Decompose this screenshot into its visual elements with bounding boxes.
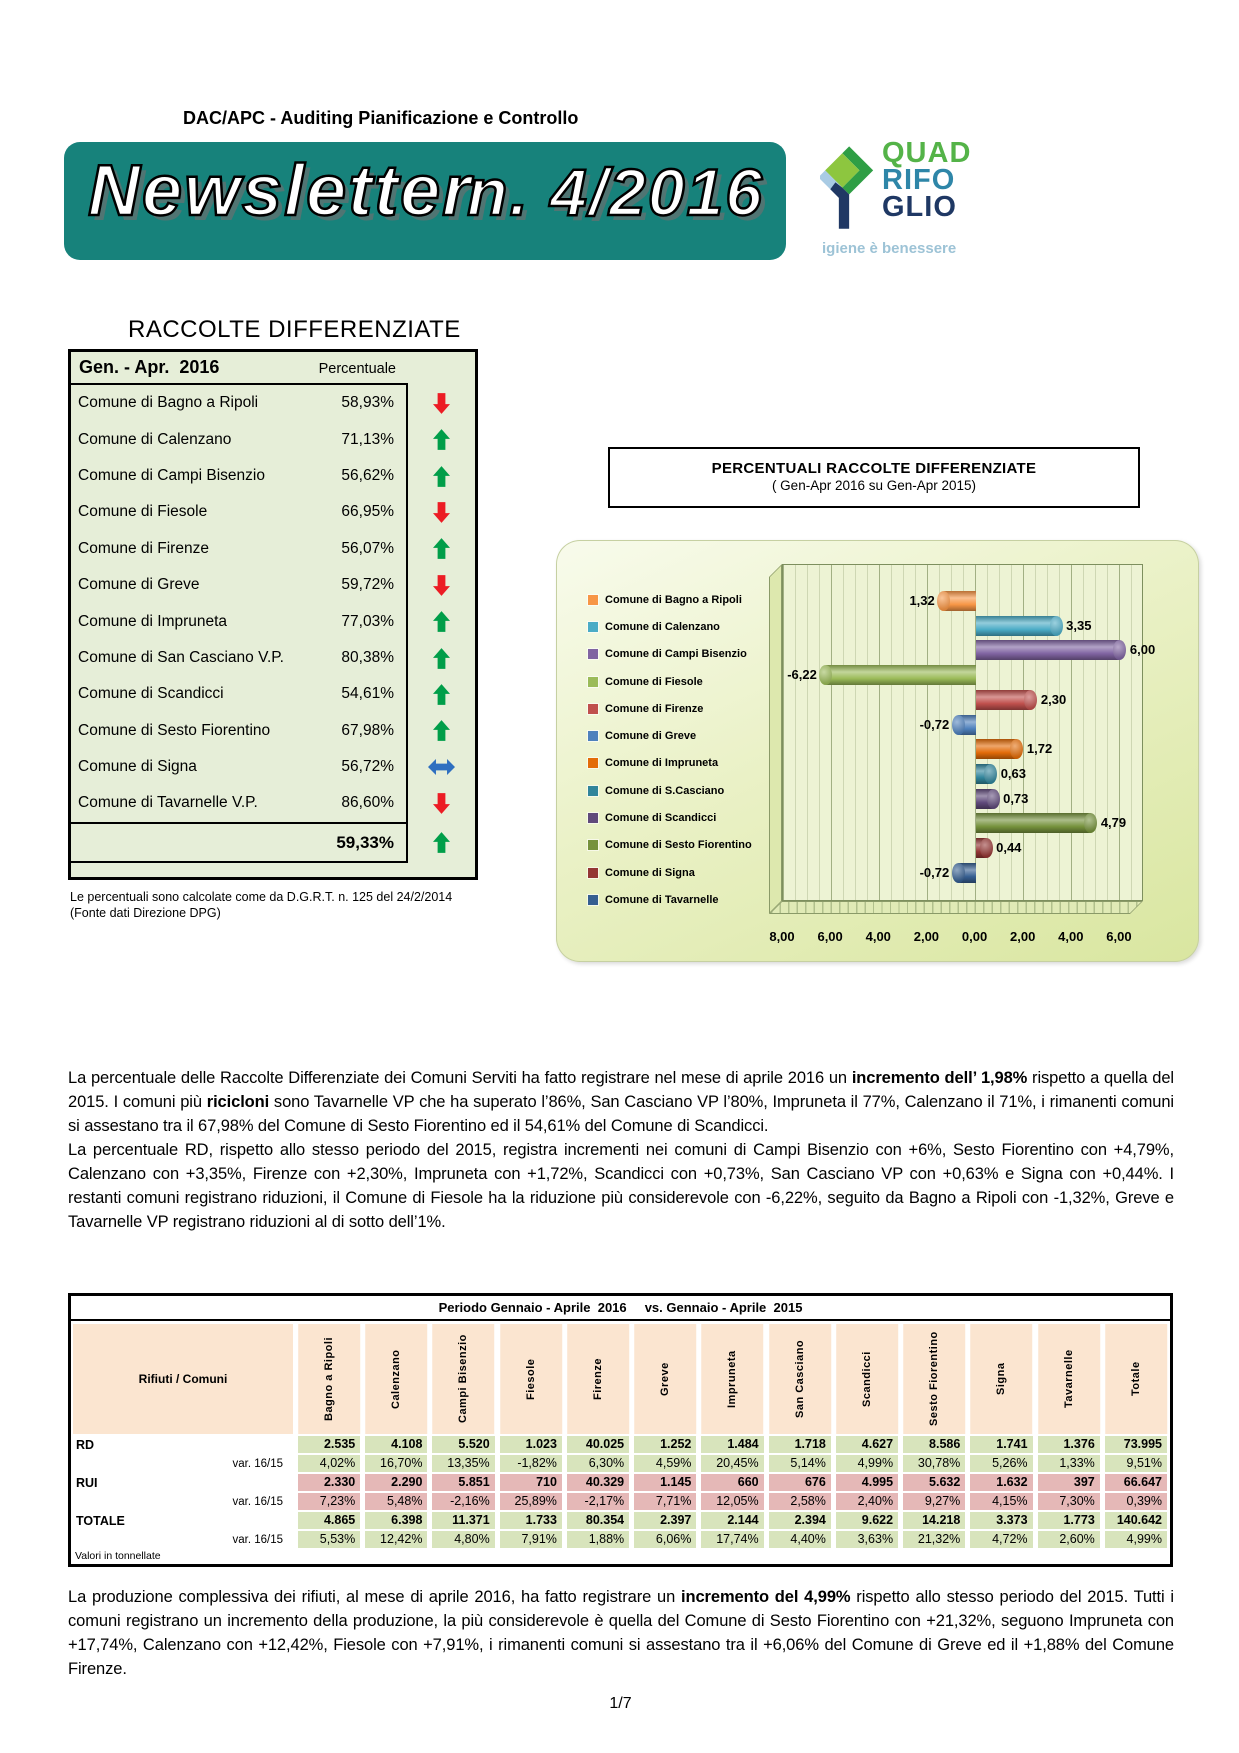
trend-up-icon xyxy=(408,531,475,567)
column-header: Calenzano xyxy=(365,1324,427,1434)
quadrifoglio-logo xyxy=(820,138,1005,263)
var-cell: 3,63% xyxy=(836,1531,898,1548)
trend-up-icon xyxy=(408,822,475,863)
value-cell: 5.851 xyxy=(432,1474,494,1491)
chart-bar-cap xyxy=(952,863,965,883)
chart-bar-cap xyxy=(1050,616,1063,636)
x-axis-tick-label: 8,00 xyxy=(769,929,795,944)
value-cell: 710 xyxy=(500,1474,562,1491)
value-cell: 2.394 xyxy=(769,1512,831,1529)
value-cell: 676 xyxy=(769,1474,831,1491)
commune-percentage: 86,60% xyxy=(341,794,394,812)
x-axis-tick-label: 6,00 xyxy=(1106,929,1132,944)
commune-name: Comune di Signa xyxy=(78,758,197,776)
trend-down-icon xyxy=(408,385,475,421)
column-header: Greve xyxy=(634,1324,696,1434)
commune-percentage: 54,61% xyxy=(341,685,394,703)
var-cell: 4,72% xyxy=(970,1531,1032,1548)
x-axis-tick-label: 6,00 xyxy=(817,929,843,944)
commune-name: Comune di Greve xyxy=(78,576,200,594)
var-cell: 0,39% xyxy=(1105,1493,1167,1510)
rd-table-header xyxy=(71,352,408,385)
chart-bar xyxy=(976,764,991,784)
newsletter-banner xyxy=(64,142,786,260)
rd-table-row xyxy=(71,785,406,821)
rd-table-row xyxy=(71,567,406,603)
bar-value-label: 1,72 xyxy=(1026,741,1053,757)
var-cell: 2,40% xyxy=(836,1493,898,1510)
x-axis-tick-label: 2,00 xyxy=(1010,929,1036,944)
value-cell: 397 xyxy=(1038,1474,1100,1491)
department-title: DAC/APC - Auditing Pianificazione e Controllo xyxy=(183,108,579,128)
rd-table-row xyxy=(71,749,406,785)
value-cell: 40.025 xyxy=(567,1436,629,1453)
chart-bar-cap xyxy=(987,789,1000,809)
value-cell: 2.330 xyxy=(298,1474,360,1491)
rd-table-row xyxy=(71,676,406,712)
column-header: Firenze xyxy=(567,1324,629,1434)
commune-name: Comune di Tavarnelle V.P. xyxy=(78,794,258,812)
legend-item xyxy=(588,777,752,804)
x-axis-tick-label: 0,00 xyxy=(961,929,988,944)
value-cell: 140.642 xyxy=(1105,1512,1167,1529)
legend-label: Comune di S.Casciano xyxy=(605,784,725,797)
section-title-raccolte: RACCOLTE DIFFERENZIATE xyxy=(128,316,461,343)
production-table-title: Periodo Gennaio - Aprile 2016 vs. Gennaio - Aprile 2015 xyxy=(71,1296,1170,1321)
chart-bar xyxy=(958,863,975,883)
chart-bar-cap xyxy=(937,591,950,611)
commune-name: Comune di Calenzano xyxy=(78,430,232,448)
var-cell: 2,60% xyxy=(1038,1531,1100,1548)
chart-bar-cap xyxy=(1010,739,1023,759)
logo-line-2: RIFO xyxy=(882,164,956,196)
x-axis-tick-label: 4,00 xyxy=(1058,929,1084,944)
logo-line-1: QUAD xyxy=(882,137,972,169)
var-cell: 4,99% xyxy=(836,1455,898,1472)
footnote-line-2: (Fonte dati Direzione DPG) xyxy=(70,906,221,920)
value-cell: 2.290 xyxy=(365,1474,427,1491)
legend-item xyxy=(588,804,752,831)
legend-item xyxy=(588,832,752,859)
trend-down-icon xyxy=(408,786,475,822)
chart-bar xyxy=(976,640,1120,660)
var-cell: 17,74% xyxy=(701,1531,763,1548)
legend-swatch-icon xyxy=(588,622,598,632)
trend-up-icon xyxy=(408,676,475,712)
rd-table-row xyxy=(71,458,406,494)
var-label: var. 16/15 xyxy=(232,1495,283,1508)
rd-table-row xyxy=(71,421,406,457)
commune-name: Comune di Campi Bisenzio xyxy=(78,466,265,484)
rd-total-value: 59,33% xyxy=(336,833,394,852)
corner-header: Rifiuti / Comuni xyxy=(73,1324,293,1434)
var-cell: -1,82% xyxy=(500,1455,562,1472)
commune-name: Comune di San Casciano V.P. xyxy=(78,648,284,666)
chart-bar xyxy=(976,838,987,858)
value-cell: 660 xyxy=(701,1474,763,1491)
legend-swatch-icon xyxy=(588,758,598,768)
chart-bar-cap xyxy=(819,665,832,685)
commune-percentage: 58,93% xyxy=(341,394,394,412)
text-segment: rispetto allo stesso periodo del 2015. Tutti i comuni registrano un incremento della produzione, la più considerevole è quella del Comune di Sesto Fiorentino con +21,32%, seguono Impruneta con +17,74%, Calenzano con +12,42%, Fiesole con +7,91%, i rimanenti comuni si assestano tra il +6,06% del Comune di Greve ed il +1,88% del Comune Firenze. xyxy=(68,1588,1174,1678)
var-label: var. 16/15 xyxy=(232,1457,283,1470)
legend-label: Comune di Fiesole xyxy=(605,675,703,688)
value-cell: 1.733 xyxy=(500,1512,562,1529)
commune-percentage: 77,03% xyxy=(341,612,394,630)
bar-value-label: 0,63 xyxy=(1000,766,1026,782)
page-number: 1/7 xyxy=(609,1695,632,1712)
value-cell: 11.371 xyxy=(432,1512,494,1529)
banner-issue-number: n. 4/2016 xyxy=(467,155,764,229)
bar-value-label: 3,35 xyxy=(1066,617,1092,633)
text-segment: incremento del 4,99% xyxy=(681,1588,851,1606)
commune-percentage: 56,07% xyxy=(341,539,394,557)
column-header: Tavarnelle xyxy=(1038,1324,1100,1434)
text-segment: sono Tavarnelle VP che ha superato l’86%, San Casciano VP l’80%, Impruneta il 77%, Calenzano il 71%, i rimanenti comuni si assestano tra il 67,98% del Comune di Sesto Fiorentino ed il 54,61% del Comune di Scandicci. xyxy=(68,1093,1174,1135)
var-cell: 5,14% xyxy=(769,1455,831,1472)
bar-value-label: -6,22 xyxy=(787,667,817,683)
chart-bar xyxy=(976,813,1091,833)
value-cell: 5.632 xyxy=(903,1474,965,1491)
var-cell: 1,33% xyxy=(1038,1455,1100,1472)
bar-value-label: 4,79 xyxy=(1100,815,1127,831)
text-segment: La produzione complessiva dei rifiuti, al mese di aprile 2016, ha fatto registrare un xyxy=(68,1588,682,1606)
chart-bar xyxy=(976,616,1057,636)
legend-swatch-icon xyxy=(588,649,598,659)
banner-title: Newsletter xyxy=(88,151,473,231)
var-cell: 7,30% xyxy=(1038,1493,1100,1510)
chart-bar xyxy=(976,690,1031,710)
value-cell: 3.373 xyxy=(970,1512,1032,1529)
bar-value-label: 0,73 xyxy=(1003,790,1029,806)
legend-label: Comune di Impruneta xyxy=(605,757,719,770)
text-segment: La percentuale delle Raccolte Differenziate dei Comuni Serviti ha fatto registrare nel mese di aprile 2016 un xyxy=(68,1069,852,1087)
commune-percentage: 59,72% xyxy=(341,576,394,594)
legend-label: Comune di Sesto Fiorentino xyxy=(605,839,752,852)
legend-swatch-icon xyxy=(588,786,598,796)
x-axis-tick-label: 2,00 xyxy=(913,929,940,944)
chart-bar-cap xyxy=(1024,690,1037,710)
x-axis-tick-label: 4,00 xyxy=(865,929,891,944)
commune-percentage: 56,62% xyxy=(341,466,394,484)
legend-item xyxy=(588,695,752,722)
legend-swatch-icon xyxy=(588,868,598,878)
var-cell: 6,06% xyxy=(634,1531,696,1548)
var-cell: 4,15% xyxy=(970,1493,1032,1510)
production-table xyxy=(68,1293,1173,1567)
column-header: Signa xyxy=(970,1324,1032,1434)
legend-item xyxy=(588,668,752,695)
column-header: Bagno a Ripoli xyxy=(298,1324,360,1434)
rd-table-row xyxy=(71,385,406,421)
chart-bar-cap xyxy=(984,764,997,784)
legend-swatch-icon xyxy=(588,895,598,905)
paragraph-2 xyxy=(68,1138,1174,1234)
commune-name: Comune di Sesto Fiorentino xyxy=(78,721,271,739)
rd-percentages-table xyxy=(68,349,478,880)
paragraph-3 xyxy=(68,1585,1174,1681)
value-cell: 2.535 xyxy=(298,1436,360,1453)
value-cell: 1.773 xyxy=(1038,1512,1100,1529)
var-cell: 9,51% xyxy=(1105,1455,1167,1472)
legend-swatch-icon xyxy=(588,840,598,850)
value-cell: 40.329 xyxy=(567,1474,629,1491)
value-cell: 8.586 xyxy=(903,1436,965,1453)
legend-label: Comune di Campi Bisenzio xyxy=(605,648,747,661)
var-cell: 12,05% xyxy=(701,1493,763,1510)
clover-logo-icon xyxy=(820,138,880,238)
rd-table-row xyxy=(71,531,406,567)
logo-line-3: GLIO xyxy=(882,191,957,223)
var-cell: 7,71% xyxy=(634,1493,696,1510)
commune-name: Comune di Fiesole xyxy=(78,503,208,521)
column-header: Scandicci xyxy=(836,1324,898,1434)
body-text-block-2 xyxy=(68,1585,1174,1681)
percent-column-header: Percentuale xyxy=(318,361,396,377)
legend-item xyxy=(588,859,752,886)
value-cell: 1.632 xyxy=(970,1474,1032,1491)
value-cell: 1.252 xyxy=(634,1436,696,1453)
column-header: Totale xyxy=(1105,1324,1167,1434)
legend-item xyxy=(588,722,752,749)
legend-label: Comune di Scandicci xyxy=(605,812,717,825)
chart-3d-sidewall xyxy=(769,564,782,914)
var-cell: 5,53% xyxy=(298,1531,360,1548)
legend-item xyxy=(588,750,752,777)
chart-bar-cap xyxy=(952,715,965,735)
chart-bar xyxy=(826,665,976,685)
commune-name: Comune di Impruneta xyxy=(78,612,228,630)
footnote-line-1: Le percentuali sono calcolate come da D.G.R.T. n. 125 del 24/2/2014 xyxy=(70,890,453,904)
rd-table-row xyxy=(71,603,406,639)
legend-label: Comune di Tavarnelle xyxy=(605,893,719,906)
var-label: var. 16/15 xyxy=(232,1533,283,1546)
value-cell: 4.865 xyxy=(298,1512,360,1529)
trend-up-icon xyxy=(408,713,475,749)
value-cell: 1.718 xyxy=(769,1436,831,1453)
chart-bar-cap xyxy=(1113,640,1126,660)
var-cell: 4,02% xyxy=(298,1455,360,1472)
trend-up-icon xyxy=(408,640,475,676)
var-cell: -2,17% xyxy=(567,1493,629,1510)
trend-steady-icon xyxy=(408,749,475,785)
commune-percentage: 71,13% xyxy=(341,430,394,448)
logo-tagline: igiene è benessere xyxy=(822,240,957,257)
value-cell: 1.484 xyxy=(701,1436,763,1453)
row-label: RD xyxy=(76,1437,95,1452)
trend-up-icon xyxy=(408,604,475,640)
legend-item xyxy=(588,886,752,913)
rd-total-row xyxy=(71,822,408,863)
bar-value-label: -0,72 xyxy=(919,864,950,880)
value-cell: 1.741 xyxy=(970,1436,1032,1453)
var-cell: 4,59% xyxy=(634,1455,696,1472)
chart-subtitle: ( Gen-Apr 2016 su Gen-Apr 2015) xyxy=(771,478,977,493)
bar-value-label: -0,72 xyxy=(919,716,950,732)
var-cell: 7,91% xyxy=(500,1531,562,1548)
legend-label: Comune di Greve xyxy=(605,730,697,743)
var-cell: 5,48% xyxy=(365,1493,427,1510)
rd-arrows xyxy=(408,385,475,863)
commune-name: Comune di Bagno a Ripoli xyxy=(78,394,259,412)
rd-table-row xyxy=(71,494,406,530)
var-cell: 6,30% xyxy=(567,1455,629,1472)
table-footnote xyxy=(70,889,452,921)
value-cell: 1.145 xyxy=(634,1474,696,1491)
trend-down-icon xyxy=(408,567,475,603)
legend-label: Comune di Firenze xyxy=(605,702,704,715)
chart-bar xyxy=(958,715,975,735)
production-table-footer: Valori in tonnellate xyxy=(75,1550,161,1562)
bar-value-label: 1,32 xyxy=(909,593,935,608)
column-header: Impruneta xyxy=(701,1324,763,1434)
body-text-block xyxy=(68,1066,1174,1234)
var-cell: 13,35% xyxy=(432,1455,494,1472)
commune-percentage: 80,38% xyxy=(341,648,394,666)
bar-value-label: 6,00 xyxy=(1129,642,1156,658)
legend-swatch-icon xyxy=(588,704,598,714)
text-segment: La percentuale RD, rispetto allo stesso periodo del 2015, registra incrementi nei comuni di Campi Bisenzio con +6%, Sesto Fiorentino con +4,79%, Calenzano con +3,35%, Firenze con +2,30%, Impruneta con +1,72%, Scandicci con +0,73%, San Casciano VP con +0,63% e Signa con +0,44%. I restanti comuni registrano riduzioni, il Comune di Fiesole ha la riduzione più considerevole con -6,22%, seguito da Bagno a Ripoli con -1,32%, Greve e Tavarnelle VP registrano riduzioni al di sotto dell’1%. xyxy=(68,1141,1174,1231)
chart-title-box xyxy=(608,447,1140,508)
value-cell: 73.995 xyxy=(1105,1436,1167,1453)
commune-percentage: 56,72% xyxy=(341,758,394,776)
var-cell: 25,89% xyxy=(500,1493,562,1510)
var-cell: 1,88% xyxy=(567,1531,629,1548)
row-label: RUI xyxy=(76,1475,98,1490)
rd-table-row xyxy=(71,640,406,676)
rd-rows xyxy=(71,385,408,822)
value-cell: 4.627 xyxy=(836,1436,898,1453)
legend-swatch-icon xyxy=(588,677,598,687)
legend-label: Comune di Signa xyxy=(605,866,695,879)
production-grid xyxy=(71,1321,1170,1549)
value-cell: 9.622 xyxy=(836,1512,898,1529)
row-label: TOTALE xyxy=(76,1513,125,1528)
legend-label: Comune di Bagno a Ripoli xyxy=(605,593,742,606)
column-header: Fiesole xyxy=(500,1324,562,1434)
legend-label: Comune di Calenzano xyxy=(605,620,720,633)
chart-bar-cap xyxy=(1084,813,1097,833)
column-header: Campi Bisenzio xyxy=(432,1324,494,1434)
paragraph-1 xyxy=(68,1066,1174,1138)
value-cell: 6.398 xyxy=(365,1512,427,1529)
chart-plot-area xyxy=(782,564,1156,901)
var-cell: 7,23% xyxy=(298,1493,360,1510)
commune-percentage: 67,98% xyxy=(341,721,394,739)
chart-bar xyxy=(976,739,1017,759)
chart-bar-cap xyxy=(980,838,993,858)
rd-table-row xyxy=(71,713,406,749)
var-cell: 21,32% xyxy=(903,1531,965,1548)
legend-item xyxy=(588,586,752,613)
var-cell: 9,27% xyxy=(903,1493,965,1510)
value-cell: 1.376 xyxy=(1038,1436,1100,1453)
legend-item xyxy=(588,613,752,640)
chart-bar xyxy=(944,591,976,611)
commune-name: Comune di Firenze xyxy=(78,539,209,557)
value-cell: 4.108 xyxy=(365,1436,427,1453)
var-cell: 4,40% xyxy=(769,1531,831,1548)
var-cell: 2,58% xyxy=(769,1493,831,1510)
period-label: Gen. - Apr. 2016 xyxy=(79,357,220,377)
legend-swatch-icon xyxy=(588,813,598,823)
value-cell: 1.023 xyxy=(500,1436,562,1453)
value-cell: 5.520 xyxy=(432,1436,494,1453)
var-cell: 12,42% xyxy=(365,1531,427,1548)
trend-up-icon xyxy=(408,458,475,494)
var-cell: 16,70% xyxy=(365,1455,427,1472)
var-cell: 4,80% xyxy=(432,1531,494,1548)
var-cell: -2,16% xyxy=(432,1493,494,1510)
chart-bar xyxy=(976,789,994,809)
legend-item xyxy=(588,641,752,668)
trend-down-icon xyxy=(408,494,475,530)
commune-name: Comune di Scandicci xyxy=(78,685,224,703)
value-cell: 66.647 xyxy=(1105,1474,1167,1491)
chart-3d-floor xyxy=(769,901,1143,914)
var-cell: 30,78% xyxy=(903,1455,965,1472)
text-segment: ricicloni xyxy=(206,1093,270,1111)
value-cell: 14.218 xyxy=(903,1512,965,1529)
var-cell: 4,99% xyxy=(1105,1531,1167,1548)
text-segment: incremento dell’ 1,98% xyxy=(851,1069,1028,1087)
var-cell: 20,45% xyxy=(701,1455,763,1472)
column-header: San Casciano xyxy=(769,1324,831,1434)
text-segment: rispetto a quella del 2015. I comuni più xyxy=(68,1069,1175,1111)
column-header: Sesto Fiorentino xyxy=(903,1324,965,1434)
var-cell: 5,26% xyxy=(970,1455,1032,1472)
value-cell: 2.144 xyxy=(701,1512,763,1529)
chart-title: PERCENTUALI RACCOLTE DIFFERENZIATE xyxy=(711,460,1037,477)
commune-percentage: 66,95% xyxy=(341,503,394,521)
bar-value-label: 0,44 xyxy=(996,840,1022,856)
logo-wordmark xyxy=(882,137,972,223)
bar-value-label: 2,30 xyxy=(1040,691,1067,707)
trend-up-icon xyxy=(408,421,475,457)
legend-swatch-icon xyxy=(588,731,598,741)
value-cell: 2.397 xyxy=(634,1512,696,1529)
value-cell: 4.995 xyxy=(836,1474,898,1491)
bar-chart xyxy=(556,540,1199,962)
chart-legend xyxy=(588,586,752,914)
value-cell: 80.354 xyxy=(567,1512,629,1529)
legend-swatch-icon xyxy=(588,595,598,605)
